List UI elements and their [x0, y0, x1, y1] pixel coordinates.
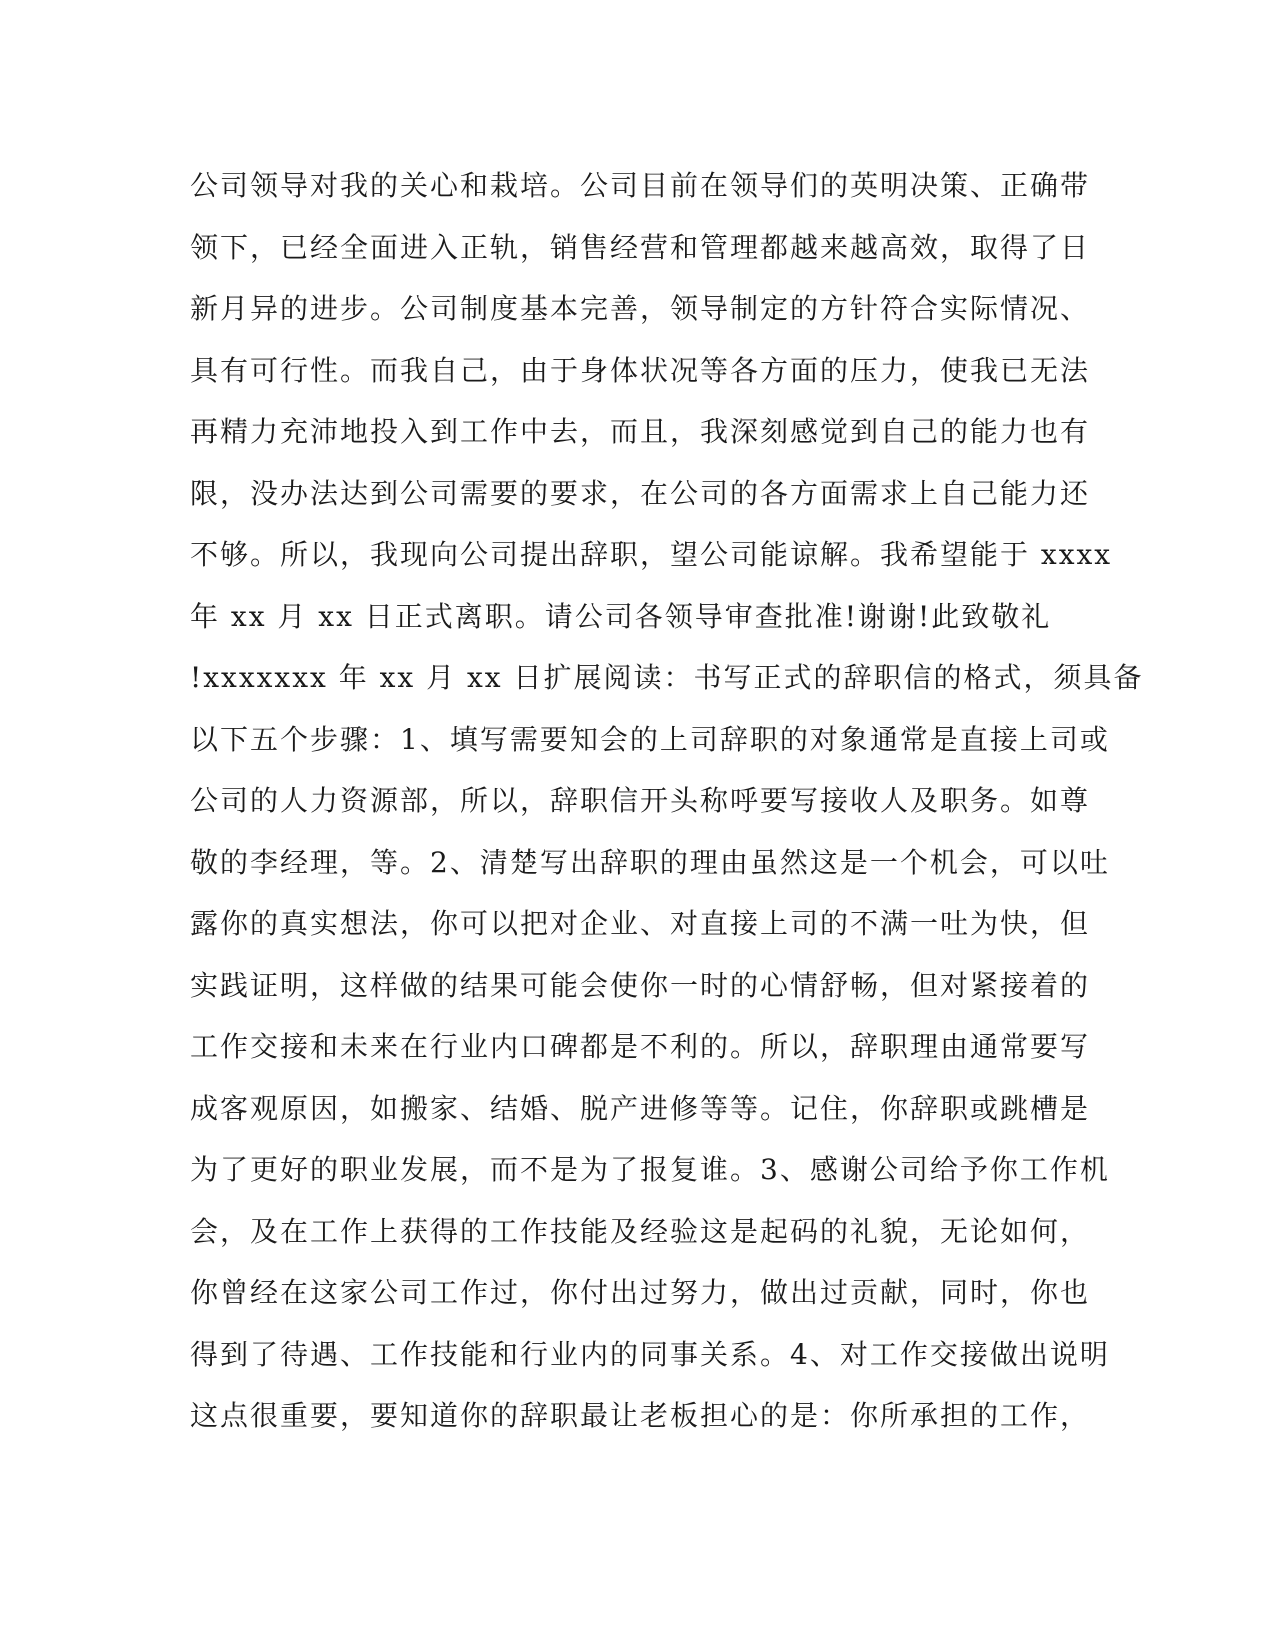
text-line: 年 xx 月 xx 日正式离职。请公司各领导审查批准!谢谢!此致敬礼	[190, 599, 1052, 633]
text-line: 领下，已经全面进入正轨，销售经营和管理都越来越高效，取得了日	[190, 230, 1091, 264]
text-line: 不够。所以，我现向公司提出辞职，望公司能谅解。我希望能于 xxxx	[190, 538, 1113, 571]
body-text	[190, 166, 1144, 1458]
text-line: 会，及在工作上获得的工作技能及经验这是起码的礼貌，无论如何，	[190, 1214, 1091, 1248]
text-line: 这点很重要，要知道你的辞职最让老板担心的是：你所承担的工作，	[190, 1399, 1091, 1432]
text-line: !xxxxxxx 年 xx 月 xx 日扩展阅读：书写正式的辞职信的格式，须具备	[190, 661, 1144, 694]
text-line: 成客观原因，如搬家、结婚、脱产进修等等。记住，你辞职或跳槽是	[190, 1091, 1091, 1125]
text-line: 再精力充沛地投入到工作中去，而且，我深刻感觉到自己的能力也有	[190, 415, 1091, 448]
text-line: 新月异的进步。公司制度基本完善，领导制定的方针符合实际情况、	[190, 292, 1091, 325]
text-line: 以下五个步骤：1、填写需要知会的上司辞职的对象通常是直接上司或	[190, 722, 1110, 756]
text-line: 具有可行性。而我自己，由于身体状况等各方面的压力，使我已无法	[190, 353, 1091, 387]
text-line: 实践证明，这样做的结果可能会使你一时的心情舒畅，但对紧接着的	[190, 968, 1091, 1002]
text-line: 敬的李经理，等。2、清楚写出辞职的理由虽然这是一个机会，可以吐	[190, 845, 1110, 879]
text-line: 为了更好的职业发展，而不是为了报复谁。3、感谢公司给予你工作机	[190, 1153, 1110, 1186]
text-line: 得到了待遇、工作技能和行业内的同事关系。4、对工作交接做出说明	[190, 1337, 1110, 1371]
text-line: 工作交接和未来在行业内口碑都是不利的。所以，辞职理由通常要写	[190, 1030, 1091, 1063]
text-line: 公司的人力资源部，所以，辞职信开头称呼要写接收人及职务。如尊	[190, 784, 1091, 817]
text-line: 露你的真实想法，你可以把对企业、对直接上司的不满一吐为快，但	[190, 907, 1091, 940]
text-line: 公司领导对我的关心和栽培。公司目前在领导们的英明决策、正确带	[190, 169, 1091, 202]
text-line: 限，没办法达到公司需要的要求，在公司的各方面需求上自己能力还	[190, 476, 1091, 510]
text-line: 你曾经在这家公司工作过，你付出过努力，做出过贡献，同时，你也	[190, 1276, 1091, 1309]
